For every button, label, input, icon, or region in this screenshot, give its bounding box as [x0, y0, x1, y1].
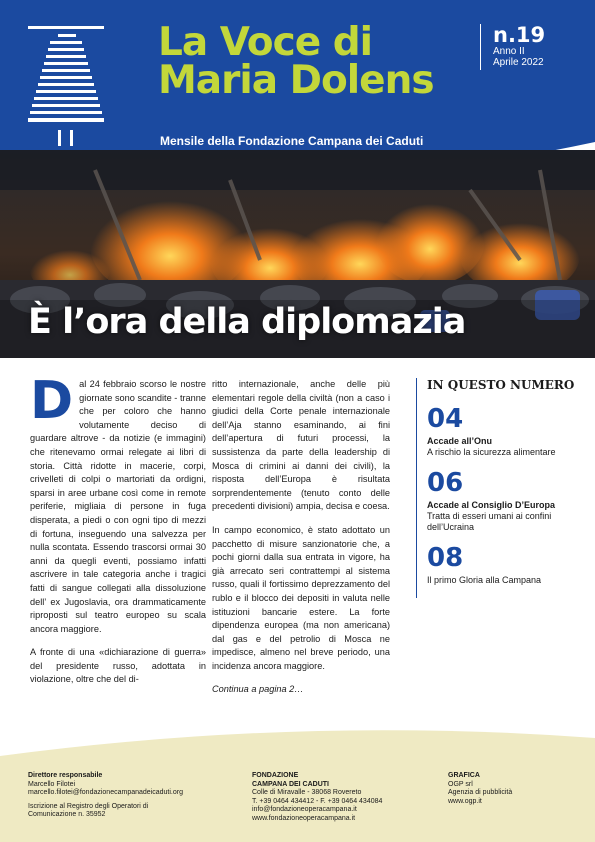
- issue-date: Aprile 2022: [493, 57, 544, 68]
- toc-title: Accade al Consiglio D’Europa: [427, 500, 556, 510]
- article-paragraph: In campo economico, è stato adottato un pacchetto di misure sanzionatorie che, a pochi giorni dalla sua entrata in vigore, ha già arrecato seri contrattempi al sistema russo, quali il fortissimo deprezzamento del rublo e il blocco dei depositi in valuta nelle istituzioni bancarie estere. La forte dipendenza europea (ma non americana) dal gas e del petrolio di Mosca ne impedisce, almeno nel breve periodo, una incidenza ancora maggiore.: [212, 524, 390, 671]
- bell-logo-icon: [28, 26, 104, 150]
- issue-year: Anno II: [493, 46, 525, 57]
- toc-title: Accade all’Onu: [427, 436, 493, 446]
- toc-page-number: 06: [427, 468, 464, 498]
- article-paragraph: [30, 371, 206, 636]
- masthead-title-line1: La Voce di: [158, 20, 373, 65]
- footer-role: Direttore responsabile: [28, 772, 103, 779]
- contents-sidebar: [416, 378, 576, 598]
- footer-website[interactable]: www.fondazioneoperacampana.it: [252, 814, 356, 822]
- drop-cap: D: [30, 371, 74, 431]
- footer-org-line2: CAMPANA DEI CADUTI: [252, 780, 329, 788]
- issue-info: [480, 24, 545, 70]
- footer-graphics: [448, 772, 568, 806]
- footer-graphics-desc: Agenzia di pubblicità: [448, 789, 513, 797]
- toc-item[interactable]: [427, 545, 576, 586]
- toc-description: A rischio la sicurezza alimentare: [427, 447, 556, 457]
- toc-item[interactable]: [427, 406, 576, 458]
- footer-foundation: [252, 772, 432, 824]
- masthead-title-line2: Maria Dolens: [158, 58, 434, 103]
- article-text: al 24 febbraio scorso le nostre giornate sono scandite - tranne che per coloro che hanno volutamente deciso di guardare altrove - da notizie (e immagini) che ritenevamo ormai relegate ai libri di storia. Città ridotte in macerie, corpi, crivelleti di colpi o martoriati da ordigni, sparsi in aree urbane così come in remote periferie, migliaia di persone in fuga disperata, a piedi o con ogni tipo di mezzi di fortuna, inseguendo una salvezza per nulla scontata. Essendo trascorsi ormai 30 anni da quegli eventi, possiamo infatti ascrivere in tale categoria anche i tragici fatti di sangue collegati alla dissoluzione dell’ ex Jugoslavia, ora drammaticamente riproposti sul teatro europeo su scala ancora maggiore.: [30, 379, 206, 634]
- footer-graphics-website[interactable]: www.ogp.it: [448, 797, 482, 805]
- footer-org-line1: FONDAZIONE: [252, 772, 299, 779]
- toc-page-number: 04: [427, 404, 464, 434]
- footer-email[interactable]: info@fondazioneoperacampana.it: [252, 806, 357, 814]
- footer-graphics-name: OGP srl: [448, 780, 473, 788]
- toc-description: Il primo Gloria alla Campana: [427, 575, 542, 585]
- footer-editor: [28, 772, 228, 820]
- footer-register-line2: Comunicazione n. 35952: [28, 811, 106, 819]
- headline: È l’ora della diplomazia: [28, 302, 466, 342]
- issue-number: n.19: [493, 23, 546, 47]
- footer-register-line1: Iscrizione al Registro degli Operatori di: [28, 802, 149, 810]
- footer-editor-name: Marcello Filotei: [28, 780, 76, 788]
- article-paragraph: ritto internazionale, anche delle più elementari regole della civiltà (non a caso i giudici della Corte penale internazionale dell’Aja stanno esaminando, ai fini dell’apertura di futuri processi, la sussistenza da parte della leadership di Mosca di crimini ai danni dei civili), la risposta dell’Europa è risultata sorprendentemente (tenuto conto delle precedenti divisioni) ampia, decisa e coesa.: [212, 379, 390, 512]
- article-column-1: [30, 371, 206, 697]
- footer-phone: T. +39 0464 434412 - F. +39 0464 434084: [252, 797, 383, 805]
- footer-editor-email[interactable]: marcello.filotei@fondazionecampanadeicaduti.org: [28, 789, 183, 797]
- footer-graphics-heading: GRAFICA: [448, 772, 480, 779]
- masthead-title: [158, 20, 488, 103]
- toc-item[interactable]: [427, 470, 576, 533]
- toc-description: Tratta di esseri umani ai confini dell’Ucraina: [427, 511, 552, 532]
- article-column-2: [212, 378, 390, 707]
- footer-address: Colle di Miravalle - 38068 Rovereto: [252, 789, 362, 797]
- toc-page-number: 08: [427, 543, 464, 573]
- sidebar-heading: IN QUESTO NUMERO: [427, 378, 575, 392]
- masthead-subtitle: Mensile della Fondazione Campana dei Caduti: [160, 134, 424, 148]
- article-paragraph: A fronte di una «dichiarazione di guerra» del presidente russo, adottata in violazione, oltre che del di-: [30, 647, 206, 685]
- continue-link[interactable]: Continua a pagina 2…: [212, 684, 304, 695]
